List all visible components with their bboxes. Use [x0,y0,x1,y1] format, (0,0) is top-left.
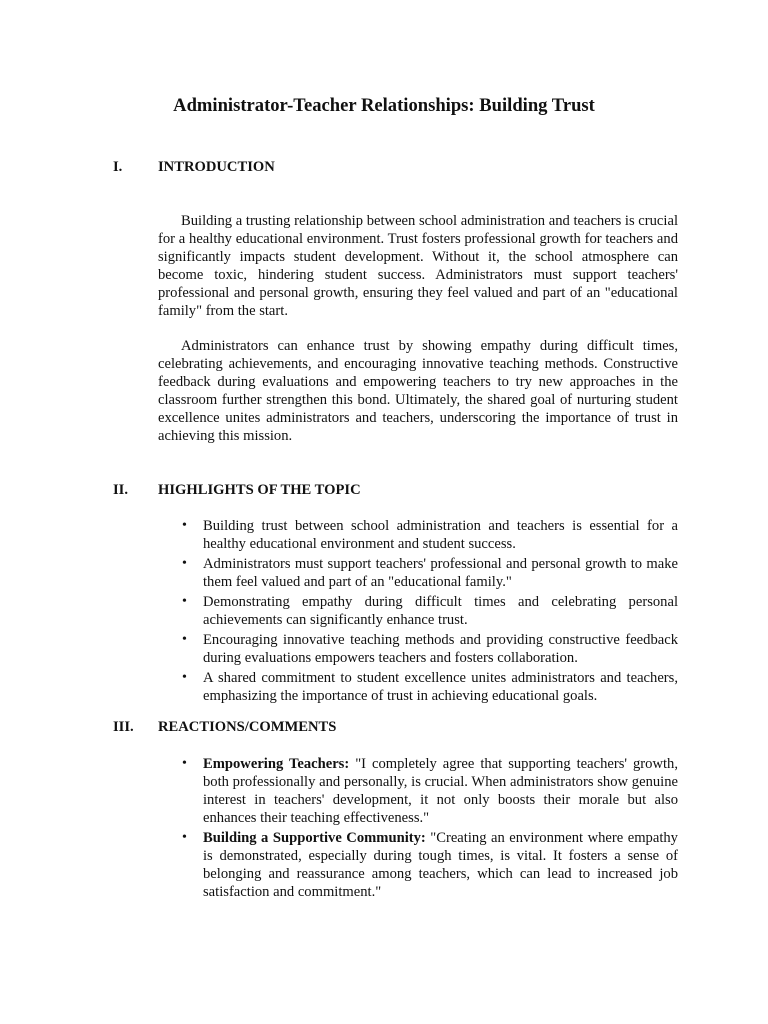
list-item-text: Administrators must support teachers' professional and personal growth to make them feel valued and part of an "educational family." [203,556,678,590]
section-numeral: III. [113,719,134,735]
bullet-icon: • [182,756,187,771]
list-item [158,829,678,901]
list-item [158,517,678,553]
intro-paragraph-1: Building a trusting relationship between school administration and teachers is crucial for a healthy educational environment. Trust fosters professional growth for teachers and significantly impacts student development. Without it, the school atmosphere can become toxic, hindering student success. Administrators must support teachers' professional and personal growth, ensuring they feel valued and part of an "educational family" from the start. [158,213,678,319]
list-item [158,755,678,827]
comment-text: "Creating an environment where empathy is demonstrated, especially during tough times, is vital. It fosters a sense of belonging and reassurance among teachers, which can lead to increased job satisfaction and commitment." [203,830,678,900]
reactions-list [158,755,678,903]
section-heading-highlights [113,481,673,499]
comment-lead: Building a Supportive Community: [203,830,426,846]
bullet-icon: • [182,670,187,685]
section-title: INTRODUCTION [158,159,275,175]
section-numeral: I. [113,159,123,175]
comment-text: "I completely agree that supporting teachers' growth, both professionally and personally, is crucial. When administrators show genuine interest in teachers' development, it not only boosts their morale but also enhances their teaching effectiveness." [203,756,678,826]
comment-lead: Empowering Teachers: [203,756,350,772]
list-item [158,593,678,629]
section-title: REACTIONS/COMMENTS [158,719,337,735]
section-heading-reactions [113,718,673,736]
list-item [158,669,678,705]
list-item-text: Encouraging innovative teaching methods and providing constructive feedback during evaluations empowers teachers and fosters collaboration. [203,632,678,666]
section-numeral: II. [113,482,129,498]
section-title: HIGHLIGHTS OF THE TOPIC [158,482,361,498]
document-title: Administrator-Teacher Relationships: Building Trust [173,95,595,116]
list-item-text: Demonstrating empathy during difficult times and celebrating personal achievements can significantly enhance trust. [203,594,678,628]
list-item-text: Building trust between school administration and teachers is essential for a healthy educational environment and student success. [203,518,678,552]
list-item [158,555,678,591]
bullet-icon: • [182,830,187,845]
highlights-list [158,517,678,707]
list-item [158,631,678,667]
intro-paragraph-2: Administrators can enhance trust by showing empathy during difficult times, celebrating achievements, and encouraging innovative teaching methods. Constructive feedback during evaluations and empowering teachers to try new approaches in the classroom further strengthen this bond. Ultimately, the shared goal of nurturing student excellence unites administrators and teachers, underscoring the importance of trust in achieving this mission. [158,338,678,444]
bullet-icon: • [182,632,187,647]
bullet-icon: • [182,518,187,533]
bullet-icon: • [182,556,187,571]
bullet-icon: • [182,594,187,609]
section-heading-introduction [113,158,673,176]
list-item-text: A shared commitment to student excellence unites administrators and teachers, emphasizing the importance of trust in achieving educational goals. [203,670,678,704]
